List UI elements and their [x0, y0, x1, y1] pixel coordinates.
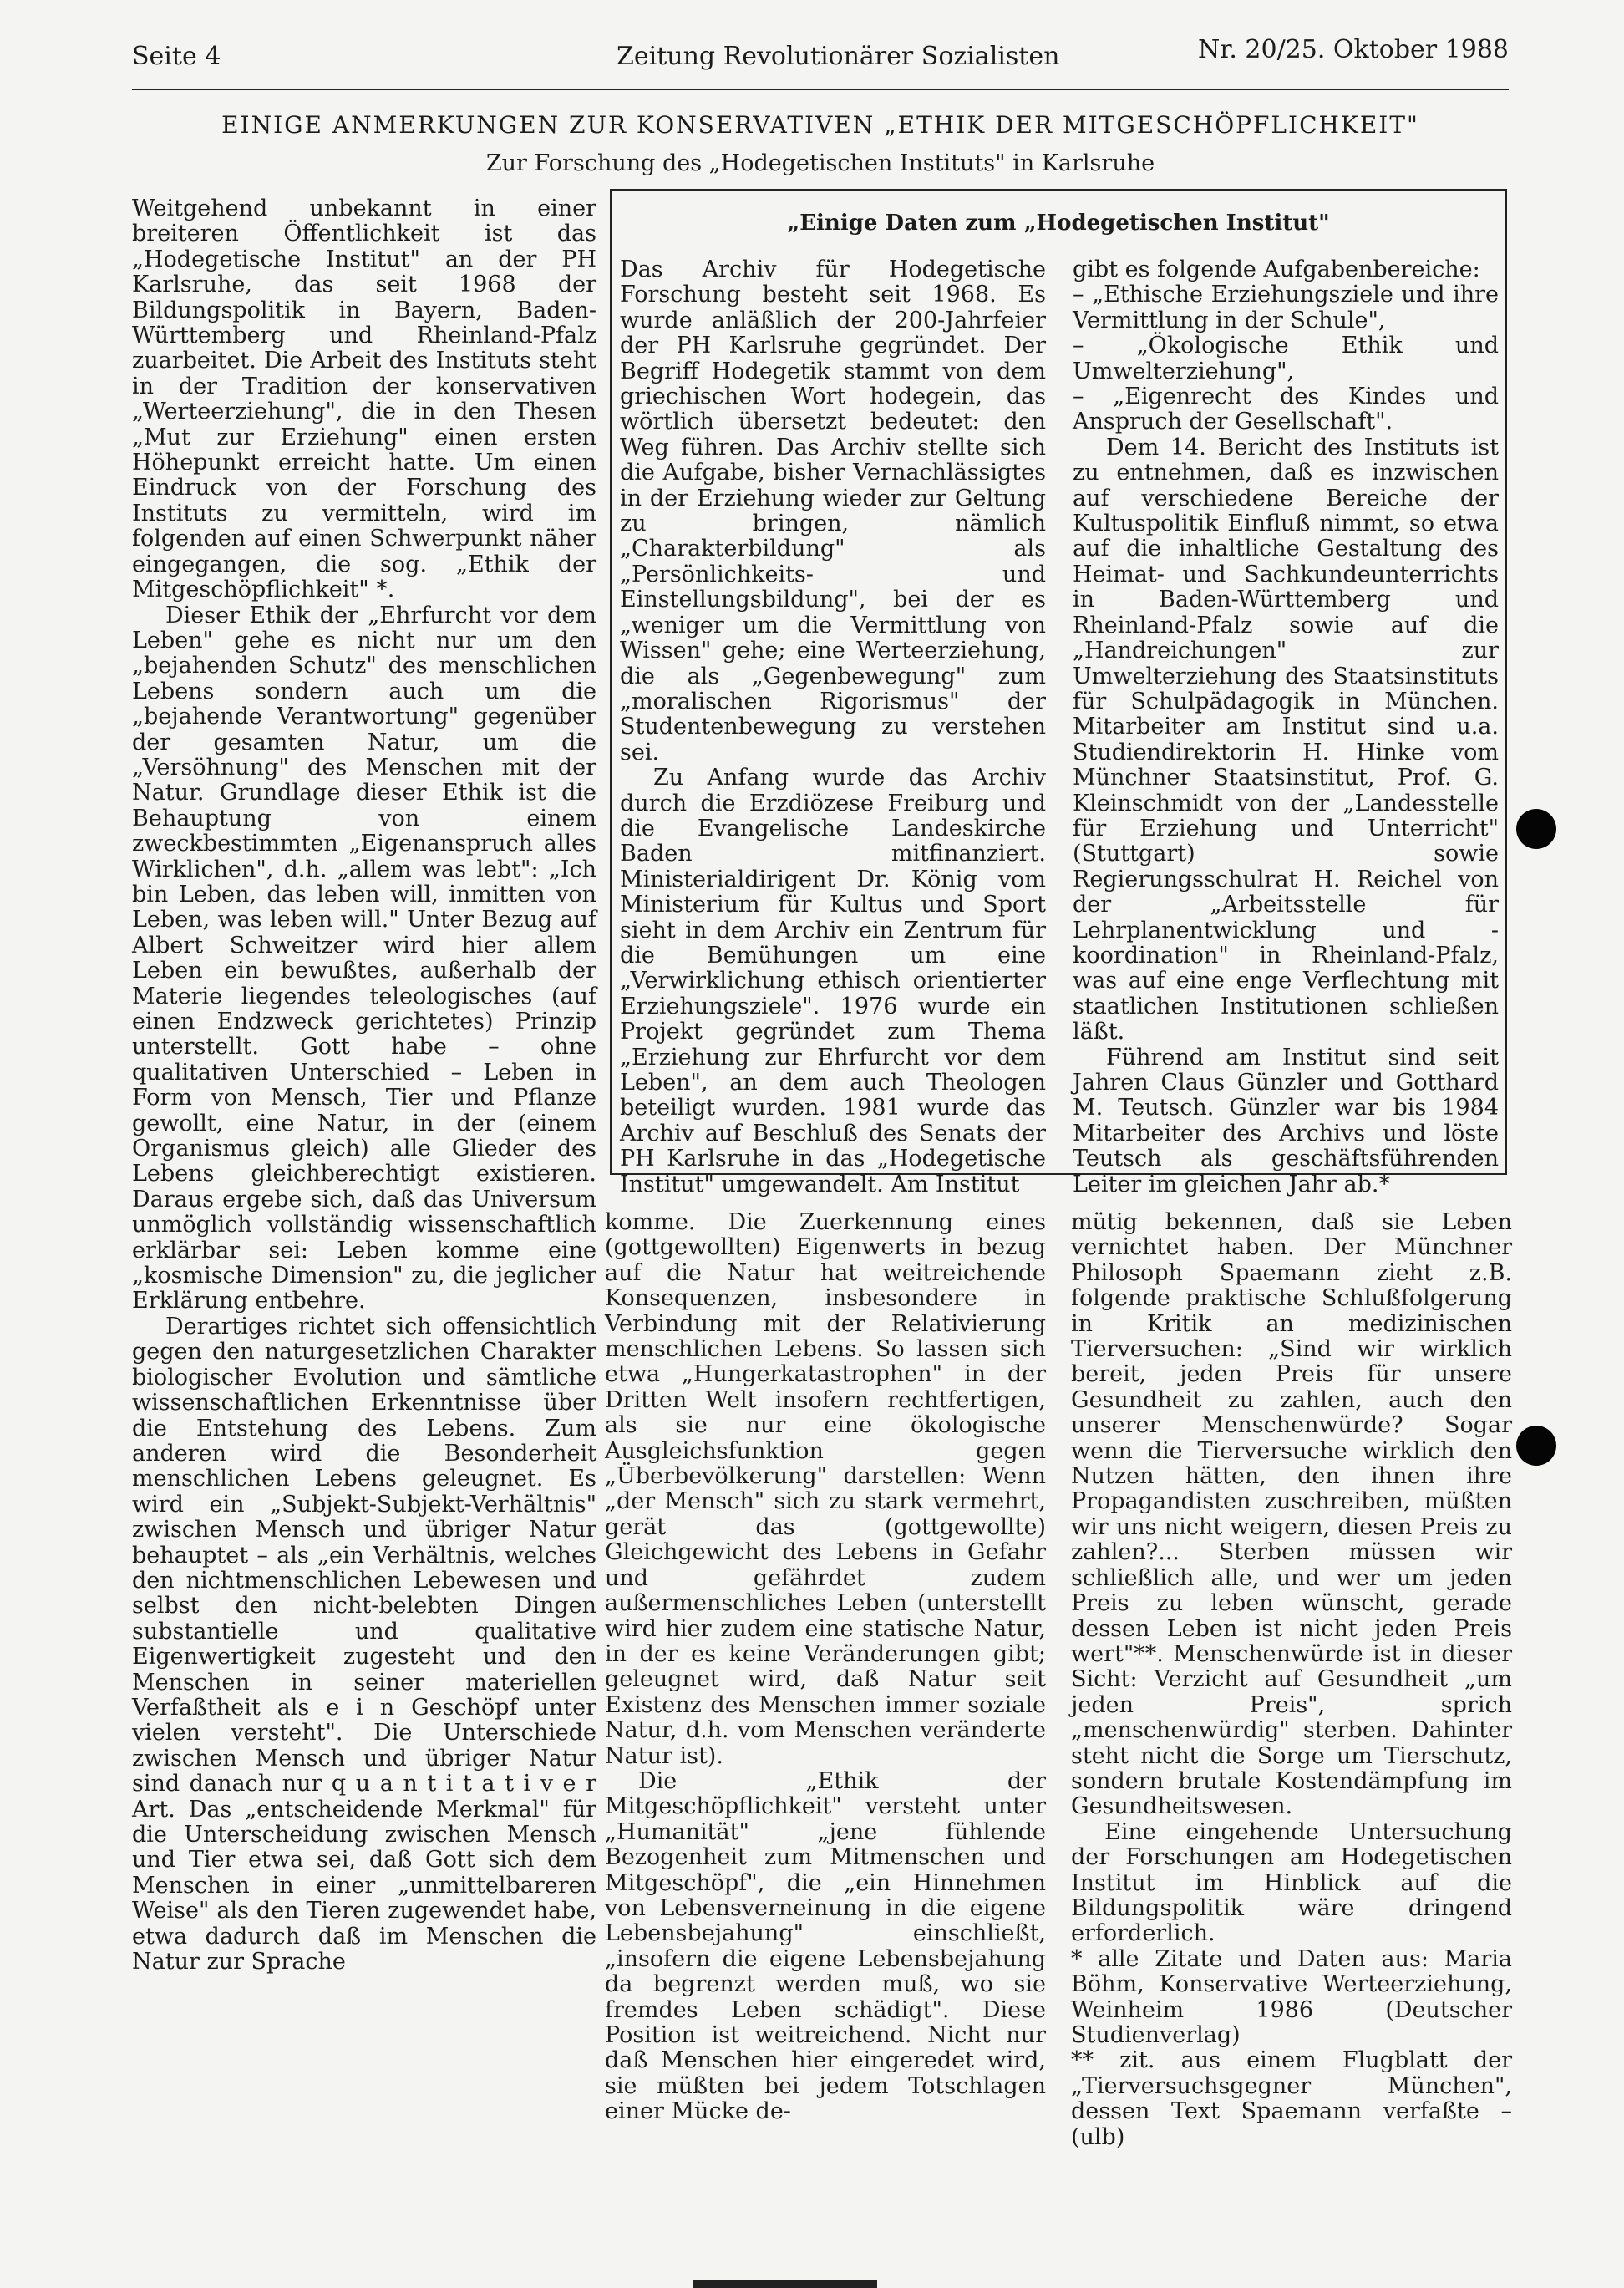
paragraph: mütig bekennen, daß sie Leben vernichtet haben. Der Münchner Philosoph Spaemann zieht z.B. folgende praktische Schlußfolgerung in Kritik an medizinischen Tierversuchen: „Sind wir wirklich bereit, jeden Preis für unsere Gesundheit zu zahlen, auch den unserer Menschenwürde? Sogar wenn die Tierversuche wirklich den Nutzen hätten, den ihnen ihre Propagandisten zuschreiben, müßten wir uns nicht weigern, diesen Preis zu zahlen?... Sterben müssen wir schließlich alle, und wer um jeden Preis zu leben wünscht, gerade dessen Leben ist nicht jeden Preis wert"**. Menschenwürde ist in dieser Sicht: Verzicht auf Gesundheit „um jeden Preis", sprich „menschenwürdig" sterben. Dahinter steht nicht die Sorge um Tierschutz, sondern brutale Kostendämpfung im Gesundheitswesen. — [1071, 1209, 1512, 1820]
list-item: – „Ökologische Ethik und Umwelterziehung", — [1073, 333, 1499, 384]
punch-hole — [1516, 809, 1556, 849]
paragraph: gibt es folgende Aufgabenbereiche: — [1073, 257, 1480, 282]
header-rule — [132, 89, 1509, 90]
info-box-title: „Einige Daten zum „Hodegetischen Institut" — [787, 211, 1330, 236]
punch-hole — [1516, 1426, 1556, 1466]
article-column-2 — [605, 1210, 1046, 2125]
info-box — [610, 189, 1507, 1197]
page-header — [132, 35, 1509, 89]
article-column-3 — [1071, 1210, 1512, 2150]
info-box-column-2 — [1073, 257, 1499, 1197]
paragraph: Dem 14. Bericht des Instituts ist zu entnehmen, daß es inzwischen auf verschiedene Bereiche der Kultuspolitik Einfluß nimmt, so etwa auf die inhaltliche Gestaltung des Heimat- und Sachkundeunterrichts in Baden-Württemberg und Rheinland-Pfalz sowie auf die „Handreichungen" zur Umwelterziehung des Staatsinstituts für Schulpädagogik in München. Mitarbeiter am Institut sind u.a. Studiendirektorin H. Hinke vom Münchner Staatsinstitut, Prof. G. Kleinschmidt von der „Landesstelle für Erziehung und Unterricht" (Stuttgart) sowie Regierungsschulrat H. Reichel von der „Arbeitsstelle für Lehrplanentwicklung und -koordination" in Rheinland-Pfalz, was auf eine enge Verflechtung mit staatlichen Institutionen schließen läßt. — [1073, 434, 1499, 1045]
page-number: Seite 4 — [132, 42, 221, 71]
list-item: – „Ethische Erziehungsziele und ihre Vermittlung in der Schule", — [1073, 282, 1499, 333]
info-box-column-1 — [620, 257, 1046, 1197]
paragraph: komme. Die Zuerkennung eines (gottgewollten) Eigenwerts in bezug auf die Natur hat weitreichende Konsequenzen, insbesondere in Verbindung mit der Relativierung menschlichen Lebens. So lassen sich etwa „Hungerkatastrophen" in der Dritten Welt insofern rechtfertigen, als sie nur eine ökologische Ausgleichsfunktion gegen „Überbevölkerung" darstellen: Wenn „der Mensch" sich zu stark vermehrt, gerät das (gottgewollte) Gleichgewicht des Lebens in Gefahr und gefährdet zudem außermenschliches Leben (unterstellt wird hier zudem eine statische Natur, in der es keine Veränderungen gibt; geleugnet wird, daß Natur seit Existenz des Menschen immer soziale Natur, d.h. vom Menschen veränderte Natur ist). — [605, 1209, 1046, 1769]
newspaper-title: Zeitung Revolutionärer Sozialisten — [617, 42, 1060, 71]
paragraph: Dieser Ethik der „Ehrfurcht vor dem Leben" gehe es nicht nur um den „bejahenden Schutz" des menschlichen Lebens sondern auch um die „bejahende Verantwortung" gegenüber der gesamten Natur, um die „Versöhnung" des Menschen mit der Natur. Grundlage dieser Ethik ist die Behauptung von einem zweckbestimmten „Eigenanspruch alles Wirklichen", d.h. „allem was lebt": „Ich bin Leben, das leben will, inmitten von Leben, was leben will." Unter Bezug auf Albert Schweitzer wird hier allem Leben ein bewußtes, außerhalb der Materie liegendes teleologisches (auf einen Endzweck gerichtetes) Prinzip unterstellt. Gott habe – ohne qualitativen Unterschied – Leben in Form von Mensch, Tier und Pflanze gewollt, eine Natur, in der (einem Organismus gleich) alle Glieder des Lebens gleichberechtigt existieren. Daraus ergebe sich, daß das Universum unmöglich vollständig wissenschaftlich erklärbar sei: Leben komme eine „kosmische Dimension" zu, die jeglicher Erklärung entbehre. — [132, 602, 596, 1314]
paragraph: Führend am Institut sind seit Jahren Claus Günzler und Gotthard M. Teutsch. Günzler war bis 1984 Mitarbeiter des Archivs und löste Teutsch als geschäftsführenden Leiter im gleichen Jahr ab.* — [1073, 1044, 1499, 1197]
article-headline: EINIGE ANMERKUNGEN ZUR KONSERVATIVEN „ETHIK DER MITGESCHÖPFLICHKEIT" — [221, 111, 1419, 139]
article-column-1 — [132, 196, 596, 1975]
issue-date: Nr. 20/25. Oktober 1988 — [1198, 35, 1509, 64]
list-item: – „Eigenrecht des Kindes und Anspruch der Gesellschaft". — [1073, 384, 1499, 435]
paragraph: Zu Anfang wurde das Archiv durch die Erzdiözese Freiburg und die Evangelische Landeskirche Baden mitfinanziert. Ministerialdirigent Dr. König vom Ministerium für Kultus und Sport sieht in dem Archiv ein Zentrum für die Bemühungen um eine „Verwirklichung ethisch orientierter Erziehungsziele". 1976 wurde ein Projekt gegründet zum Thema „Erziehung zur Ehrfurcht vor dem Leben", an dem auch Theologen beteiligt wurden. 1981 wurde das Archiv auf Beschluß des Senats der PH Karlsruhe in das „Hodegetische Institut" umgewandelt. Am Institut — [620, 765, 1046, 1197]
article-subheadline: Zur Forschung des „Hodegetischen Instituts" in Karlsruhe — [485, 150, 1155, 176]
footnote: ** zit. aus einem Flugblatt der „Tierversuchsgegner München", dessen Text Spaemann verfaßte – (ulb) — [1071, 2047, 1512, 2150]
paragraph: Die „Ethik der Mitgeschöpflichkeit" versteht unter „Humanität" „jene fühlende Bezogenheit zum Mitmenschen und Mitgeschöpf", die „ein Hinnehmen von Lebensverneinung in die eigene Lebensbejahung" einschließt, „insofern die eigene Lebensbejahung da begrenzt werden muß, wo sie fremdes Leben schädigt". Diese Position ist weitreichend. Nicht nur daß Menschen hier eingeredet wird, sie müßten bei jedem Totschlagen einer Mücke de- — [605, 1767, 1046, 2125]
paragraph: Das Archiv für Hodegetische Forschung besteht seit 1968. Es wurde anläßlich der 200-Jahrfeier der PH Karlsruhe gegründet. Der Begriff Hodegetik stammt von dem griechischen Wort hodegein, das wörtlich übersetzt bedeutet: den Weg führen. Das Archiv stellte sich die Aufgabe, bisher Vernachlässigtes in der Erziehung wieder zur Geltung zu bringen, nämlich „Charakterbildung" als „Persönlichkeits- und Einstellungsbildung", bei der es „weniger um die Vermittlung von Wissen" gehe; eine Werteerziehung, die als „Gegenbewegung" zum „moralischen Rigorismus" der Studentenbewegung zu verstehen sei. — [620, 257, 1046, 765]
scan-edge-mark — [693, 2280, 877, 2288]
paragraph: Derartiges richtet sich offensichtlich gegen den naturgesetzlichen Charakter biologischer Evolution und sämtliche wissenschaftlichen Erkenntnisse über die Entstehung des Lebens. Zum anderen wird die Besonderheit menschlichen Lebens geleugnet. Es wird ein „Subjekt-Subjekt-Verhältnis" zwischen Mensch und übriger Natur behauptet – als „ein Verhältnis, welches den nichtmenschlichen Lebewesen und selbst den nicht-belebten Dingen substantielle und qualitative Eigenwertigkeit zugesteht und den Menschen in seiner materiellen Verfaßtheit als e i n Geschöpf unter vielen versteht". Die Unterschiede zwischen Mensch und übriger Natur sind danach nur q u a n t i t a t i v e r Art. Das „entscheidende Merkmal" für die Unterscheidung zwischen Mensch und Tier etwa sei, daß Gott sich dem Menschen in einer „unmittelbareren Weise" als den Tieren zugewendet habe, etwa dadurch daß im Menschen die Natur zur Sprache — [132, 1313, 596, 1975]
footnote: * alle Zitate und Daten aus: Maria Böhm, Konservative Werteerziehung, Weinheim 1986 (Deutscher Studienverlag) — [1071, 1945, 1512, 2048]
paragraph: Weitgehend unbekannt in einer breiteren Öffentlichkeit ist das „Hodegetische Institut" an der PH Karlsruhe, das seit 1968 der Bildungspolitik in Bayern, Baden-Württemberg und Rheinland-Pfalz zuarbeitet. Die Arbeit des Instituts steht in der Tradition der konservativen „Werteerziehung", die in den Thesen „Mut zur Erziehung" einen ersten Höhepunkt erreicht hatte. Um einen Eindruck von der Forschung des Instituts zu vermitteln, wird im folgenden auf einen Schwerpunkt näher eingegangen, die sog. „Ethik der Mitgeschöpflichkeit" *. — [132, 196, 596, 603]
paragraph: Eine eingehende Untersuchung der Forschungen am Hodegetischen Institut im Hinblick auf die Bildungspolitik wäre dringend erforderlich. — [1071, 1818, 1512, 1947]
